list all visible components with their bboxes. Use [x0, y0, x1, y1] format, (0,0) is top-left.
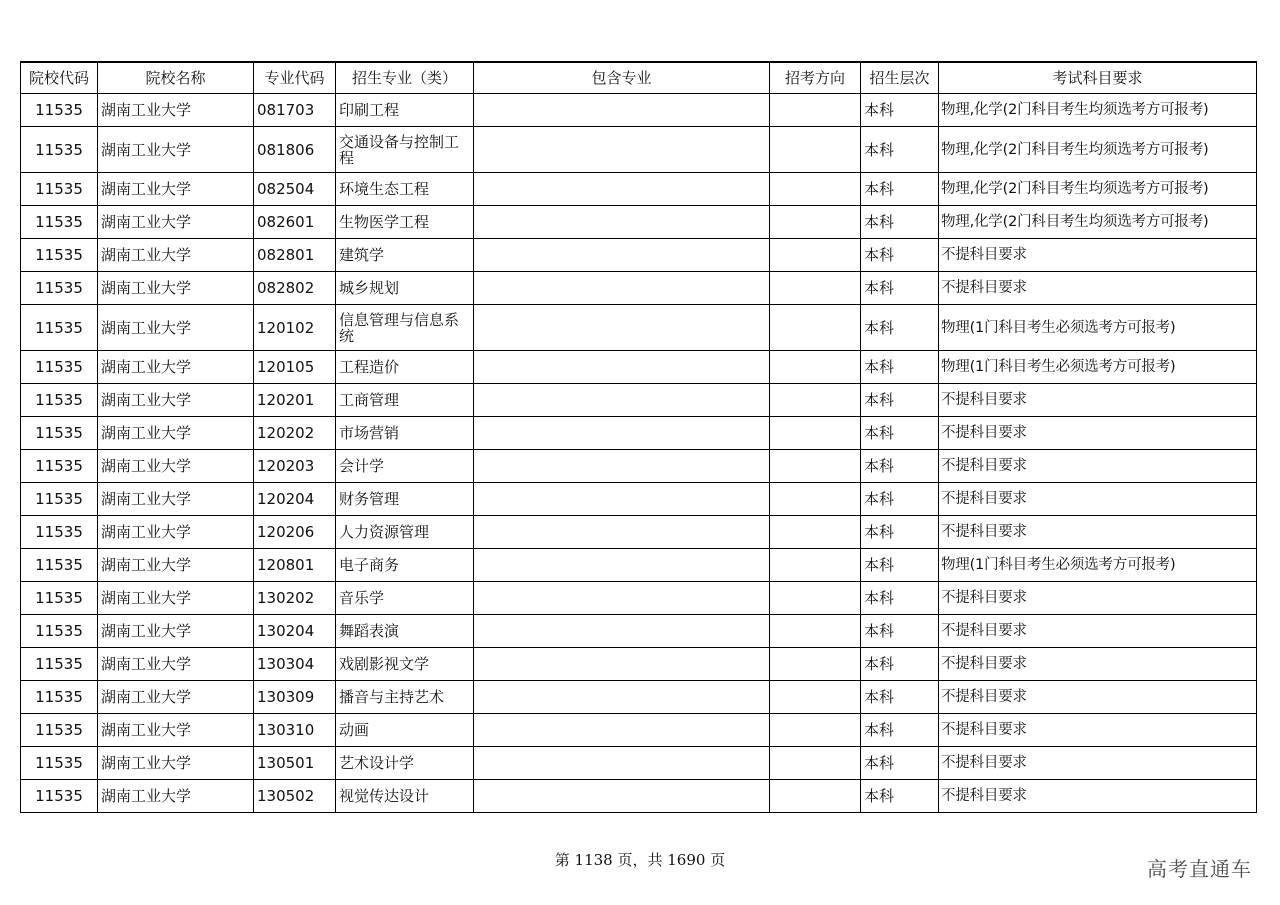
cell-requirement: 不提科目要求 — [939, 747, 1257, 780]
cell-school-name: 湖南工业大学 — [98, 549, 254, 582]
cell-level: 本科 — [861, 516, 939, 549]
cell-level: 本科 — [861, 384, 939, 417]
table-row — [21, 780, 1257, 813]
cell-level: 本科 — [861, 351, 939, 384]
cell-school-name: 湖南工业大学 — [98, 351, 254, 384]
table-row — [21, 305, 1257, 351]
table-row — [21, 747, 1257, 780]
cell-school-name: 湖南工业大学 — [98, 305, 254, 351]
table-header-row — [21, 62, 1257, 94]
cell-direction — [770, 681, 861, 714]
cell-school-name: 湖南工业大学 — [98, 450, 254, 483]
cell-direction — [770, 450, 861, 483]
table-row — [21, 483, 1257, 516]
cell-school-code: 11535 — [21, 615, 98, 648]
cell-school-code: 11535 — [21, 549, 98, 582]
cell-requirement: 物理(1门科目考生必须选考方可报考) — [939, 351, 1257, 384]
cell-major: 工商管理 — [336, 384, 474, 417]
cell-major-code: 120102 — [254, 305, 336, 351]
table-row — [21, 351, 1257, 384]
cell-school-name: 湖南工业大学 — [98, 648, 254, 681]
cell-direction — [770, 615, 861, 648]
table-row — [21, 272, 1257, 305]
cell-included-majors — [474, 127, 770, 173]
cell-direction — [770, 516, 861, 549]
cell-level: 本科 — [861, 206, 939, 239]
cell-requirement: 不提科目要求 — [939, 780, 1257, 813]
cell-included-majors — [474, 305, 770, 351]
header-major: 招生专业（类） — [336, 62, 474, 94]
cell-level: 本科 — [861, 94, 939, 127]
cell-major: 工程造价 — [336, 351, 474, 384]
cell-major-code: 120202 — [254, 417, 336, 450]
cell-major-code: 082504 — [254, 173, 336, 206]
cell-major-code: 130501 — [254, 747, 336, 780]
cell-major-code: 120105 — [254, 351, 336, 384]
cell-major-code: 130502 — [254, 780, 336, 813]
table-row — [21, 549, 1257, 582]
cell-major-code: 120206 — [254, 516, 336, 549]
cell-major-code: 082802 — [254, 272, 336, 305]
cell-level: 本科 — [861, 714, 939, 747]
cell-major-code: 120203 — [254, 450, 336, 483]
cell-major-code: 120204 — [254, 483, 336, 516]
cell-school-code: 11535 — [21, 648, 98, 681]
cell-major-code: 130204 — [254, 615, 336, 648]
cell-school-name: 湖南工业大学 — [98, 94, 254, 127]
cell-included-majors — [474, 615, 770, 648]
cell-requirement: 不提科目要求 — [939, 648, 1257, 681]
cell-level: 本科 — [861, 239, 939, 272]
cell-level: 本科 — [861, 272, 939, 305]
cell-requirement: 不提科目要求 — [939, 681, 1257, 714]
table-row — [21, 127, 1257, 173]
cell-included-majors — [474, 94, 770, 127]
cell-direction — [770, 384, 861, 417]
cell-level: 本科 — [861, 549, 939, 582]
cell-requirement: 物理,化学(2门科目考生均须选考方可报考) — [939, 173, 1257, 206]
cell-school-code: 11535 — [21, 714, 98, 747]
cell-major: 市场营销 — [336, 417, 474, 450]
cell-school-name: 湖南工业大学 — [98, 272, 254, 305]
cell-level: 本科 — [861, 305, 939, 351]
cell-included-majors — [474, 483, 770, 516]
table-body — [21, 94, 1257, 813]
cell-level: 本科 — [861, 648, 939, 681]
cell-major: 财务管理 — [336, 483, 474, 516]
watermark: 高考直通车 — [1147, 857, 1252, 881]
header-requirement: 考试科目要求 — [939, 62, 1257, 94]
cell-requirement: 物理(1门科目考生必须选考方可报考) — [939, 549, 1257, 582]
cell-included-majors — [474, 351, 770, 384]
cell-direction — [770, 94, 861, 127]
cell-major-code: 082601 — [254, 206, 336, 239]
cell-major: 交通设备与控制工程 — [336, 127, 474, 173]
cell-major-code: 120201 — [254, 384, 336, 417]
cell-requirement: 不提科目要求 — [939, 582, 1257, 615]
cell-school-code: 11535 — [21, 239, 98, 272]
cell-school-code: 11535 — [21, 780, 98, 813]
cell-level: 本科 — [861, 450, 939, 483]
cell-school-name: 湖南工业大学 — [98, 516, 254, 549]
table-row — [21, 450, 1257, 483]
admissions-table — [20, 61, 1257, 813]
cell-major: 建筑学 — [336, 239, 474, 272]
cell-included-majors — [474, 173, 770, 206]
cell-school-code: 11535 — [21, 417, 98, 450]
cell-direction — [770, 272, 861, 305]
cell-major-code: 130309 — [254, 681, 336, 714]
cell-school-name: 湖南工业大学 — [98, 206, 254, 239]
cell-school-code: 11535 — [21, 516, 98, 549]
cell-school-code: 11535 — [21, 173, 98, 206]
cell-included-majors — [474, 450, 770, 483]
cell-major-code: 130202 — [254, 582, 336, 615]
cell-school-name: 湖南工业大学 — [98, 780, 254, 813]
cell-major-code: 130310 — [254, 714, 336, 747]
cell-requirement: 不提科目要求 — [939, 450, 1257, 483]
cell-major-code: 120801 — [254, 549, 336, 582]
cell-major: 印刷工程 — [336, 94, 474, 127]
cell-included-majors — [474, 239, 770, 272]
cell-major: 动画 — [336, 714, 474, 747]
table-row — [21, 94, 1257, 127]
cell-major: 戏剧影视文学 — [336, 648, 474, 681]
cell-requirement: 不提科目要求 — [939, 483, 1257, 516]
cell-major-code: 081703 — [254, 94, 336, 127]
cell-school-name: 湖南工业大学 — [98, 615, 254, 648]
cell-school-code: 11535 — [21, 384, 98, 417]
cell-school-name: 湖南工业大学 — [98, 714, 254, 747]
cell-included-majors — [474, 780, 770, 813]
cell-major: 人力资源管理 — [336, 516, 474, 549]
cell-major-code: 081806 — [254, 127, 336, 173]
cell-school-code: 11535 — [21, 305, 98, 351]
cell-requirement: 物理,化学(2门科目考生均须选考方可报考) — [939, 94, 1257, 127]
header-school-name: 院校名称 — [98, 62, 254, 94]
cell-requirement: 不提科目要求 — [939, 516, 1257, 549]
cell-included-majors — [474, 681, 770, 714]
table-row — [21, 384, 1257, 417]
cell-major: 信息管理与信息系统 — [336, 305, 474, 351]
cell-direction — [770, 305, 861, 351]
cell-included-majors — [474, 516, 770, 549]
header-school-code: 院校代码 — [21, 62, 98, 94]
cell-school-code: 11535 — [21, 351, 98, 384]
cell-major: 音乐学 — [336, 582, 474, 615]
cell-requirement: 物理,化学(2门科目考生均须选考方可报考) — [939, 127, 1257, 173]
cell-school-name: 湖南工业大学 — [98, 127, 254, 173]
cell-major: 电子商务 — [336, 549, 474, 582]
cell-major-code: 130304 — [254, 648, 336, 681]
cell-school-code: 11535 — [21, 747, 98, 780]
table-row — [21, 206, 1257, 239]
cell-school-name: 湖南工业大学 — [98, 483, 254, 516]
cell-school-name: 湖南工业大学 — [98, 747, 254, 780]
cell-included-majors — [474, 206, 770, 239]
cell-school-code: 11535 — [21, 94, 98, 127]
cell-requirement: 不提科目要求 — [939, 417, 1257, 450]
table-row — [21, 417, 1257, 450]
cell-school-name: 湖南工业大学 — [98, 681, 254, 714]
header-direction: 招考方向 — [770, 62, 861, 94]
cell-level: 本科 — [861, 615, 939, 648]
table-row — [21, 239, 1257, 272]
cell-major: 生物医学工程 — [336, 206, 474, 239]
cell-direction — [770, 582, 861, 615]
cell-direction — [770, 351, 861, 384]
cell-direction — [770, 239, 861, 272]
header-major-code: 专业代码 — [254, 62, 336, 94]
cell-level: 本科 — [861, 127, 939, 173]
table-row — [21, 648, 1257, 681]
cell-major: 会计学 — [336, 450, 474, 483]
cell-school-code: 11535 — [21, 483, 98, 516]
cell-included-majors — [474, 549, 770, 582]
cell-requirement: 不提科目要求 — [939, 615, 1257, 648]
cell-direction — [770, 206, 861, 239]
table-row — [21, 173, 1257, 206]
cell-requirement: 不提科目要求 — [939, 272, 1257, 305]
table-row — [21, 615, 1257, 648]
header-included-majors: 包含专业 — [474, 62, 770, 94]
header-level: 招生层次 — [861, 62, 939, 94]
cell-direction — [770, 549, 861, 582]
cell-included-majors — [474, 714, 770, 747]
cell-level: 本科 — [861, 780, 939, 813]
cell-direction — [770, 483, 861, 516]
cell-school-name: 湖南工业大学 — [98, 239, 254, 272]
cell-major: 播音与主持艺术 — [336, 681, 474, 714]
cell-requirement: 不提科目要求 — [939, 239, 1257, 272]
cell-school-name: 湖南工业大学 — [98, 384, 254, 417]
cell-included-majors — [474, 582, 770, 615]
table-row — [21, 516, 1257, 549]
cell-major: 艺术设计学 — [336, 747, 474, 780]
cell-major: 环境生态工程 — [336, 173, 474, 206]
cell-school-name: 湖南工业大学 — [98, 173, 254, 206]
cell-requirement: 物理(1门科目考生必须选考方可报考) — [939, 305, 1257, 351]
cell-direction — [770, 714, 861, 747]
cell-major: 视觉传达设计 — [336, 780, 474, 813]
cell-major: 舞蹈表演 — [336, 615, 474, 648]
cell-requirement: 不提科目要求 — [939, 714, 1257, 747]
cell-school-code: 11535 — [21, 681, 98, 714]
cell-school-code: 11535 — [21, 127, 98, 173]
cell-included-majors — [474, 648, 770, 681]
cell-direction — [770, 417, 861, 450]
table-row — [21, 582, 1257, 615]
cell-direction — [770, 747, 861, 780]
cell-school-name: 湖南工业大学 — [98, 417, 254, 450]
cell-direction — [770, 648, 861, 681]
cell-level: 本科 — [861, 582, 939, 615]
cell-major-code: 082801 — [254, 239, 336, 272]
cell-major: 城乡规划 — [336, 272, 474, 305]
cell-direction — [770, 173, 861, 206]
cell-level: 本科 — [861, 681, 939, 714]
cell-level: 本科 — [861, 747, 939, 780]
cell-school-code: 11535 — [21, 272, 98, 305]
cell-school-name: 湖南工业大学 — [98, 582, 254, 615]
cell-school-code: 11535 — [21, 582, 98, 615]
cell-included-majors — [474, 747, 770, 780]
cell-level: 本科 — [861, 173, 939, 206]
cell-level: 本科 — [861, 483, 939, 516]
table-row — [21, 714, 1257, 747]
cell-requirement: 不提科目要求 — [939, 384, 1257, 417]
cell-included-majors — [474, 272, 770, 305]
page-number: 第 1138 页，共 1690 页 — [554, 851, 726, 869]
cell-school-code: 11535 — [21, 450, 98, 483]
cell-requirement: 物理,化学(2门科目考生均须选考方可报考) — [939, 206, 1257, 239]
cell-school-code: 11535 — [21, 206, 98, 239]
cell-direction — [770, 127, 861, 173]
table-row — [21, 681, 1257, 714]
cell-included-majors — [474, 417, 770, 450]
cell-direction — [770, 780, 861, 813]
cell-included-majors — [474, 384, 770, 417]
cell-level: 本科 — [861, 417, 939, 450]
